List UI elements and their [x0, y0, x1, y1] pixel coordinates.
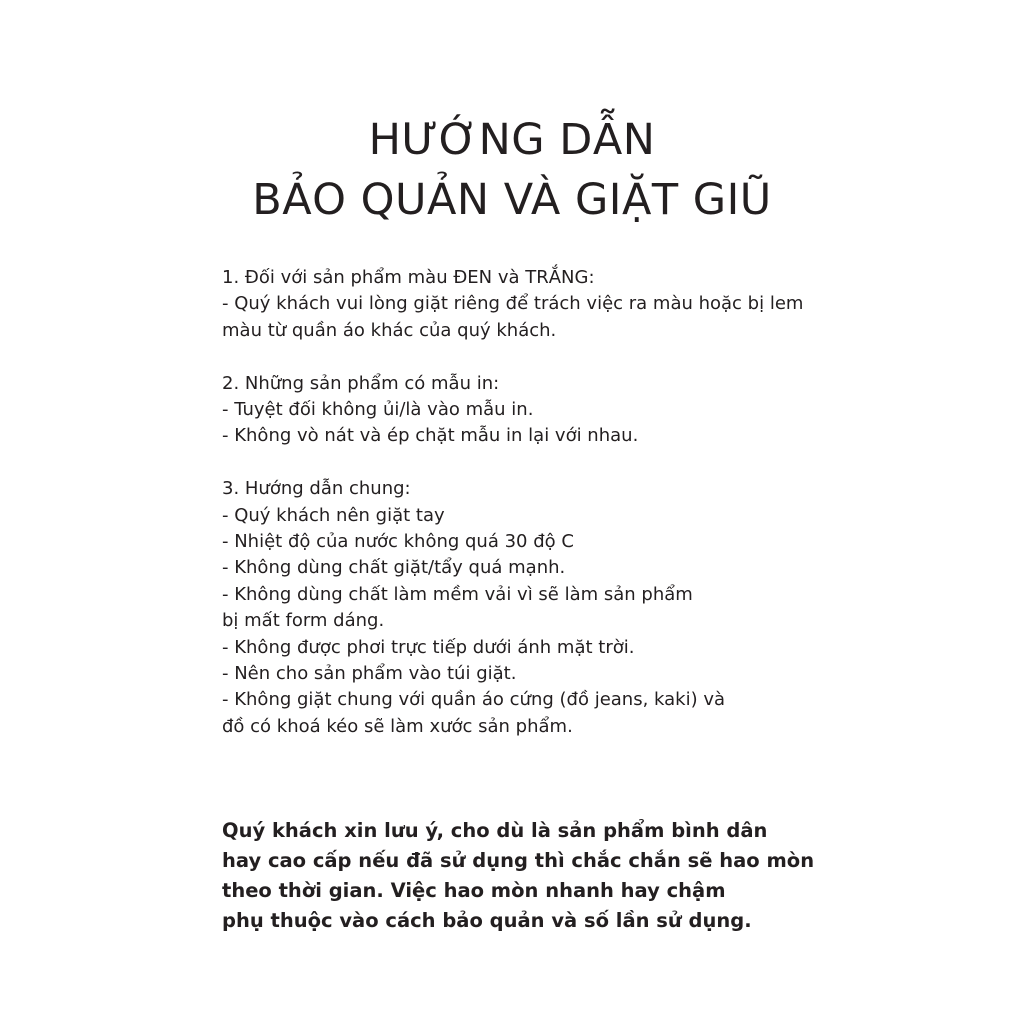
instruction-line: màu từ quần áo khác của quý khách.	[222, 319, 557, 341]
page-title-line-1: HƯỚNG DẪN	[368, 115, 656, 165]
section-black-white-products	[222, 265, 822, 344]
wear-notice	[222, 816, 822, 936]
instruction-line: bị mất form dáng.	[222, 610, 385, 632]
instruction-line: - Nhiệt độ của nước không quá 30 độ C	[222, 531, 574, 553]
instruction-line: đồ có khoá kéo sẽ làm xước sản phẩm.	[222, 715, 573, 737]
section-printed-products	[222, 371, 822, 450]
instruction-line: - Không dùng chất giặt/tẩy quá mạnh.	[222, 557, 566, 579]
instruction-line: - Tuyệt đối không ủi/là vào mẫu in.	[222, 399, 534, 421]
instruction-line: - Không dùng chất làm mềm vải vì sẽ làm sản phẩm	[222, 583, 693, 605]
notice-line: Quý khách xin lưu ý, cho dù là sản phẩm bình dân	[222, 818, 768, 842]
instruction-line: - Không vò nát và ép chặt mẫu in lại với nhau.	[222, 425, 639, 447]
notice-line: phụ thuộc vào cách bảo quản và số lần sử dụng.	[222, 908, 752, 932]
instruction-line: - Không giặt chung với quần áo cứng (đồ jeans, kaki) và	[222, 689, 726, 711]
instruction-line: - Không được phơi trực tiếp dưới ánh mặt trời.	[222, 636, 635, 658]
notice-line: hay cao cấp nếu đã sử dụng thì chắc chắn sẽ hao mòn	[222, 848, 815, 872]
instruction-line: - Nên cho sản phẩm vào túi giặt.	[222, 663, 517, 685]
care-instructions	[222, 265, 822, 740]
section-heading: 1. Đối với sản phẩm màu ĐEN và TRẮNG:	[222, 267, 595, 288]
page-title-line-2: BẢO QUẢN VÀ GIẶT GIŨ	[252, 175, 772, 225]
section-heading: 2. Những sản phẩm có mẫu in:	[222, 372, 500, 394]
instruction-line: - Quý khách vui lòng giặt riêng để trách việc ra màu hoặc bị lem	[222, 293, 804, 315]
section-heading: 3. Hướng dẫn chung:	[222, 478, 411, 500]
notice-line: theo thời gian. Việc hao mòn nhanh hay chậm	[222, 878, 726, 902]
section-general-guide	[222, 476, 822, 740]
instruction-line: - Quý khách nên giặt tay	[222, 504, 445, 526]
